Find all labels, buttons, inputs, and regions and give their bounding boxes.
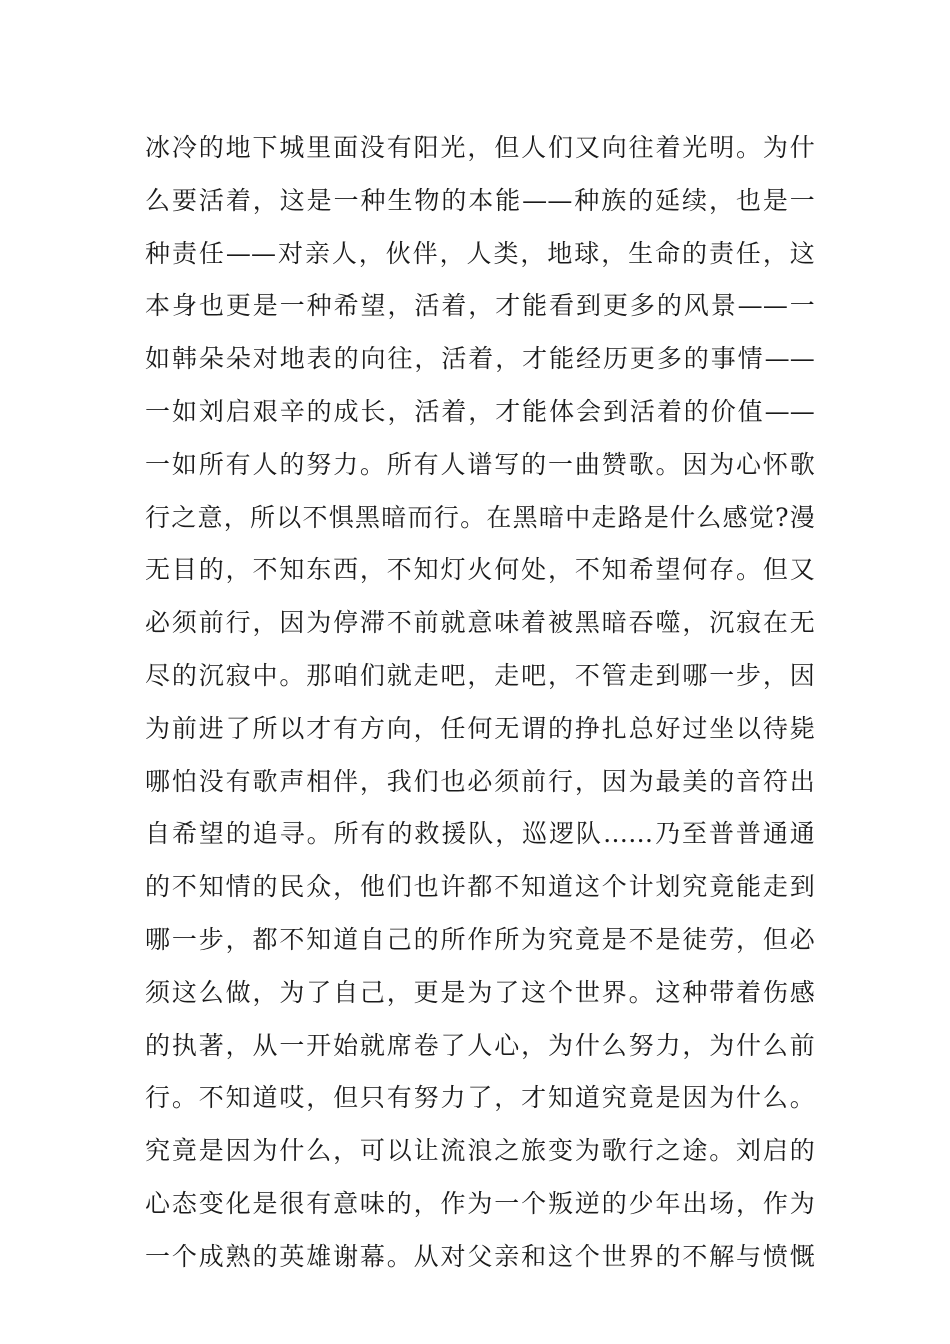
text-line: 冰冷的地下城里面没有阳光，但人们又向往着光明。为什 — [145, 133, 815, 162]
text-line: 本身也更是一种希望，活着，才能看到更多的风景——一 — [145, 291, 815, 321]
body-text — [145, 128, 815, 1290]
text-line: 么要活着，这是一种生物的本能——种族的延续，也是一 — [145, 185, 815, 215]
text-line: 心态变化是很有意味的，作为一个叛逆的少年出场，作为 — [145, 1188, 815, 1218]
text-line: 为前进了所以才有方向，任何无谓的挣扎总好过坐以待毙 — [145, 713, 815, 743]
text-line: 须这么做，为了自己，更是为了这个世界。这种带着伤感 — [145, 977, 815, 1007]
text-line: 行。不知道哎，但只有努力了，才知道究竟是因为什么。 — [145, 1083, 815, 1113]
text-line: 必须前行，因为停滞不前就意味着被黑暗吞噬，沉寂在无 — [145, 608, 815, 638]
text-line: 一如所有人的努力。所有人谱写的一曲赞歌。因为心怀歌 — [145, 449, 815, 479]
text-line: 尽的沉寂中。那咱们就走吧，走吧，不管走到哪一步，因 — [145, 660, 815, 690]
text-line: 自希望的追寻。所有的救援队，巡逻队……乃至普普通通 — [145, 819, 815, 849]
text-line: 哪怕没有歌声相伴，我们也必须前行，因为最美的音符出 — [145, 766, 815, 796]
text-line: 的执著，从一开始就席卷了人心，为什么努力，为什么前 — [145, 1030, 815, 1060]
text-line: 种责任——对亲人，伙伴，人类，地球，生命的责任，这 — [145, 238, 815, 268]
text-line: 无目的，不知东西，不知灯火何处，不知希望何存。但又 — [145, 555, 815, 585]
text-line: 究竟是因为什么，可以让流浪之旅变为歌行之途。刘启的 — [145, 1136, 815, 1166]
text-line: 如韩朵朵对地表的向往，活着，才能经历更多的事情—— — [145, 344, 815, 374]
text-line: 一个成熟的英雄谢幕。从对父亲和这个世界的不解与愤慨 — [145, 1241, 815, 1271]
text-line: 行之意，所以不惧黑暗而行。在黑暗中走路是什么感觉?漫 — [145, 502, 815, 532]
text-line: 哪一步，都不知道自己的所作所为究竟是不是徒劳，但必 — [145, 924, 815, 954]
text-line: 一如刘启艰辛的成长，活着，才能体会到活着的价值—— — [145, 396, 815, 426]
text-line: 的不知情的民众，他们也许都不知道这个计划究竟能走到 — [145, 872, 815, 902]
